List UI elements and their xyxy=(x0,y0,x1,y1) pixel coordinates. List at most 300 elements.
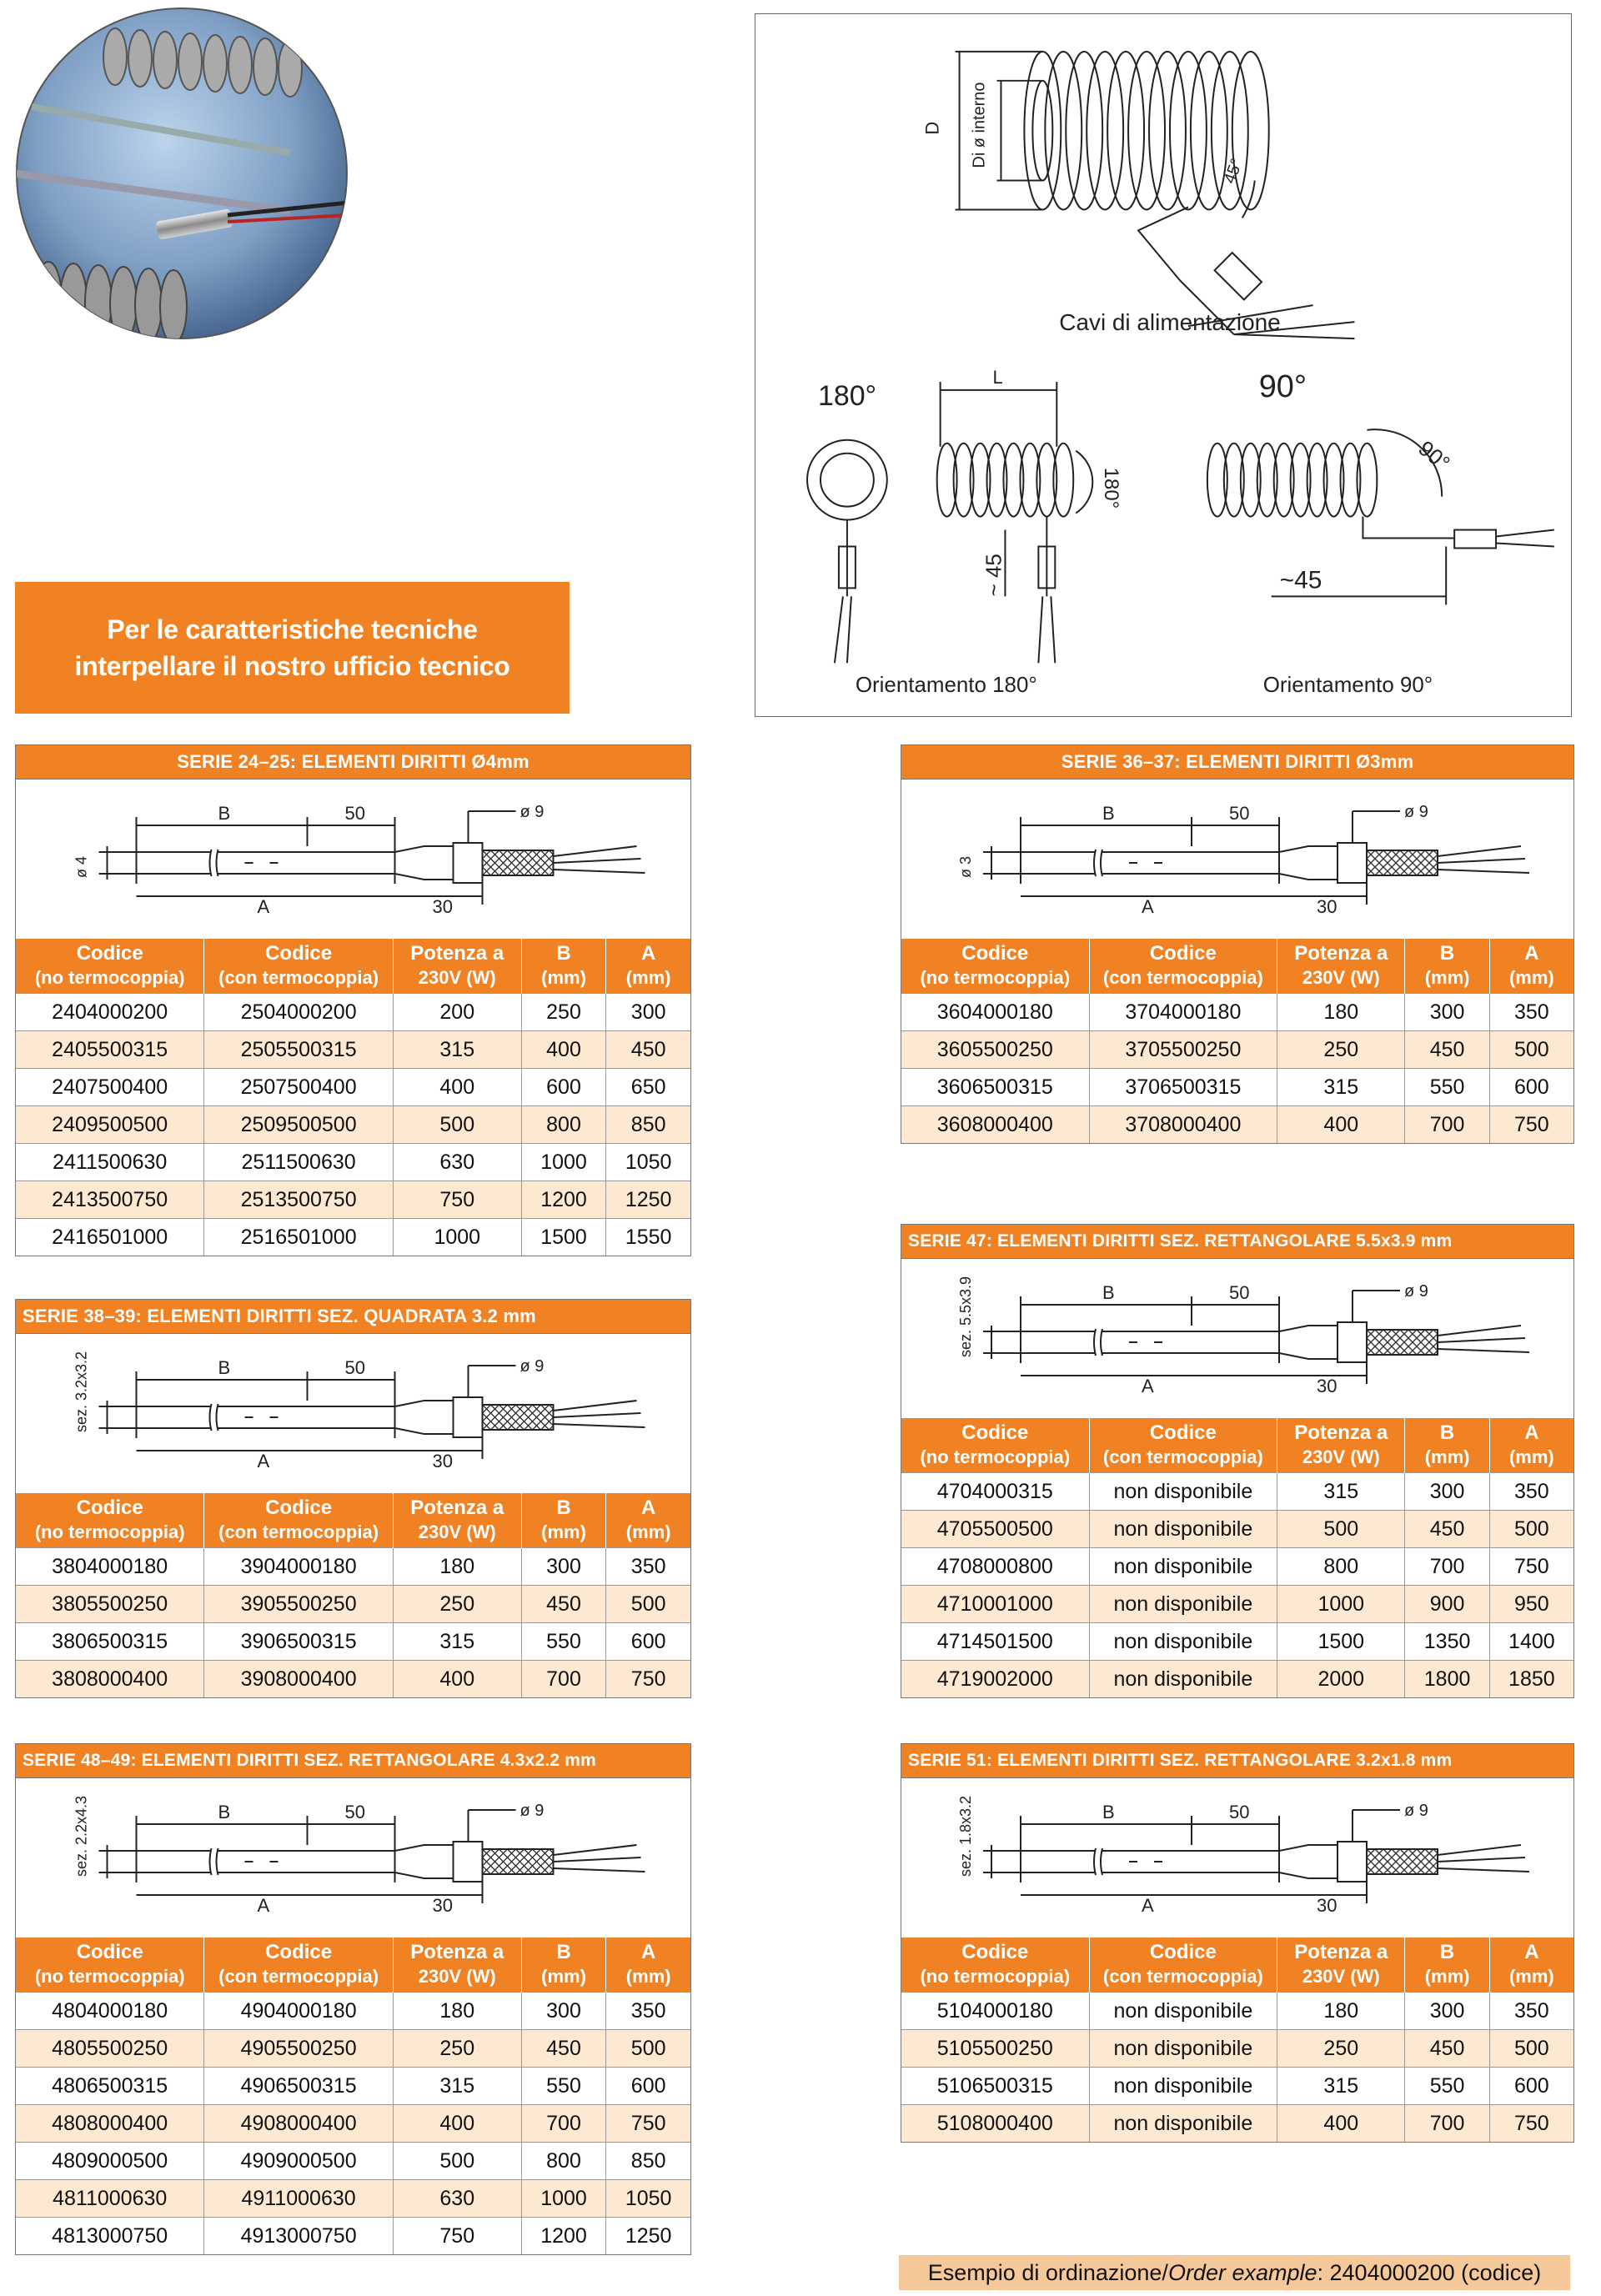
table-cell: 1200 xyxy=(521,2218,606,2255)
series-51-block xyxy=(901,1743,1574,2143)
dim-phi9-label: ø 9 xyxy=(519,1357,545,1376)
series-title: SERIE 36–37: ELEMENTI DIRITTI Ø3mm xyxy=(901,745,1573,779)
column-header xyxy=(16,1493,204,1548)
table-cell: 350 xyxy=(1489,994,1573,1031)
column-header xyxy=(606,939,690,994)
dim-d-label: D xyxy=(921,121,943,135)
series-table xyxy=(16,1937,690,2254)
section-label: sez. 1.8x3.2 xyxy=(957,1795,974,1877)
table-cell: 1250 xyxy=(606,1181,690,1219)
column-header-subtitle: (no termocoppia) xyxy=(920,967,1071,988)
notice-line-2: interpellare il nostro ufficio tecnico xyxy=(74,651,510,681)
table-cell: non disponibile xyxy=(1089,1993,1277,2030)
table-cell: 500 xyxy=(1489,2030,1573,2068)
main-coil-drawing xyxy=(1024,52,1268,334)
table-cell: 750 xyxy=(393,2218,521,2255)
table-cell: 800 xyxy=(521,2143,606,2180)
table-cell: non disponibile xyxy=(1089,2105,1277,2143)
table-cell: 4704000315 xyxy=(901,1473,1089,1511)
order-example-prefix: Esempio di ordinazione/ xyxy=(927,2259,1168,2285)
column-header xyxy=(1489,1938,1573,1993)
column-header-title: Codice xyxy=(961,1941,1029,1963)
column-header-title: A xyxy=(640,1496,656,1519)
table-row xyxy=(16,1548,690,1586)
element-drawing xyxy=(901,1777,1573,1937)
table-cell: non disponibile xyxy=(1089,2068,1277,2105)
column-header-subtitle: (con termocoppia) xyxy=(218,967,379,988)
table-cell: 4911000630 xyxy=(204,2180,393,2218)
series-table xyxy=(901,1937,1573,2142)
column-header-subtitle: (mm) xyxy=(625,1966,671,1987)
table-cell: 2409500500 xyxy=(16,1106,204,1144)
table-cell: 2404000200 xyxy=(16,994,204,1031)
approx-45-vertical: ~ 45 xyxy=(982,554,1006,597)
dim-b-label: B xyxy=(1102,1282,1115,1303)
series-title: SERIE 51: ELEMENTI DIRITTI SEZ. RETTANGOLARE 3.2x1.8 mm xyxy=(901,1744,1573,1777)
table-cell: 1200 xyxy=(521,1181,606,1219)
column-header-title: Codice xyxy=(961,942,1029,965)
table-row xyxy=(16,2218,690,2255)
table-cell: 600 xyxy=(1489,2068,1573,2105)
column-header xyxy=(1489,939,1573,994)
table-cell: 4710001000 xyxy=(901,1586,1089,1623)
column-header-subtitle: (no termocoppia) xyxy=(920,1446,1071,1467)
table-cell: 250 xyxy=(393,1586,521,1623)
table-cell: 950 xyxy=(1489,1586,1573,1623)
series-title: SERIE 24–25: ELEMENTI DIRITTI Ø4mm xyxy=(16,745,690,779)
table-cell: non disponibile xyxy=(1089,1473,1277,1511)
table-row xyxy=(16,1144,690,1181)
column-header xyxy=(204,939,393,994)
table-cell: 2413500750 xyxy=(16,1181,204,1219)
table-cell: 2505500315 xyxy=(204,1031,393,1069)
column-header xyxy=(204,1938,393,1993)
table-cell: 550 xyxy=(1405,1069,1489,1106)
dim-b-label: B xyxy=(1102,1802,1115,1822)
table-row xyxy=(16,2143,690,2180)
column-header-subtitle: (mm) xyxy=(625,967,671,988)
dim-b-label: B xyxy=(218,1357,231,1378)
table-cell: 1000 xyxy=(521,1144,606,1181)
series-48-49-block xyxy=(15,1743,691,2255)
dim-a-label: A xyxy=(257,1895,270,1916)
table-cell: 750 xyxy=(1489,2105,1573,2143)
table-cell: 180 xyxy=(1277,1993,1405,2030)
table-cell: 2405500315 xyxy=(16,1031,204,1069)
table-cell: 4909000500 xyxy=(204,2143,393,2180)
column-header xyxy=(16,939,204,994)
dim-b-label: B xyxy=(218,803,231,824)
table-cell: 300 xyxy=(606,994,690,1031)
table-cell: 2507500400 xyxy=(204,1069,393,1106)
series-47-block xyxy=(901,1224,1574,1698)
table-cell: 500 xyxy=(606,2030,690,2068)
column-header-title: B xyxy=(1439,942,1455,965)
table-cell: 2416501000 xyxy=(16,1219,204,1256)
table-cell: non disponibile xyxy=(1089,1548,1277,1586)
column-header xyxy=(1089,939,1277,994)
table-header-row xyxy=(901,1418,1573,1473)
caption-180: Orientamento 180° xyxy=(855,674,1037,698)
orientation-90-drawing xyxy=(1207,429,1554,604)
table-cell: 4809000500 xyxy=(16,2143,204,2180)
orientation-180-drawing xyxy=(807,379,1092,663)
column-header-subtitle: 230V (W) xyxy=(1302,1446,1380,1467)
table-cell: 550 xyxy=(1405,2068,1489,2105)
table-row xyxy=(16,2030,690,2068)
dim-phi9-label: ø 9 xyxy=(1404,1802,1428,1820)
table-cell: 2000 xyxy=(1277,1661,1405,1698)
dim-30-label: 30 xyxy=(1317,1895,1338,1916)
column-header xyxy=(901,939,1089,994)
column-header-subtitle: (mm) xyxy=(541,1966,586,1987)
table-cell: 4804000180 xyxy=(16,1993,204,2030)
column-header-title: A xyxy=(1524,1421,1539,1444)
dim-50-label: 50 xyxy=(1229,1802,1250,1822)
table-cell: 250 xyxy=(521,994,606,1031)
table-row xyxy=(16,1069,690,1106)
column-header-subtitle: (no termocoppia) xyxy=(920,1966,1071,1987)
series-table xyxy=(901,938,1573,1143)
element-drawing-svg xyxy=(901,1259,1573,1417)
series-36-37-block xyxy=(901,744,1574,1144)
table-row xyxy=(901,2030,1573,2068)
column-header-subtitle: (mm) xyxy=(1508,1446,1554,1467)
element-drawing-svg xyxy=(16,1334,690,1492)
column-header xyxy=(901,1418,1089,1473)
column-header-subtitle: (mm) xyxy=(1508,1966,1554,1987)
table-cell: 2504000200 xyxy=(204,994,393,1031)
table-cell: 3808000400 xyxy=(16,1661,204,1698)
table-cell: 350 xyxy=(1489,1473,1573,1511)
column-header-title: Potenza a xyxy=(1294,942,1388,965)
table-cell: 3705500250 xyxy=(1089,1031,1277,1069)
table-cell: 1000 xyxy=(521,2180,606,2218)
table-cell: 315 xyxy=(1277,1069,1405,1106)
element-drawing-svg xyxy=(901,780,1573,938)
table-row xyxy=(16,1993,690,2030)
table-cell: 500 xyxy=(1489,1511,1573,1548)
table-cell: 180 xyxy=(393,1548,521,1586)
table-row xyxy=(901,1623,1573,1661)
approx-45-horizontal: ~45 xyxy=(1279,566,1322,594)
column-header-subtitle: 230V (W) xyxy=(1302,967,1380,988)
table-cell: 3905500250 xyxy=(204,1586,393,1623)
table-cell: 2509500500 xyxy=(204,1106,393,1144)
caption-90: Orientamento 90° xyxy=(1262,674,1433,698)
dim-di-label: Di ø interno xyxy=(970,82,989,168)
angle-45-label: 45° xyxy=(1220,156,1247,187)
table-cell: 5105500250 xyxy=(901,2030,1089,2068)
table-row xyxy=(901,1106,1573,1144)
coil-orientation-diagram xyxy=(755,13,1572,717)
table-row xyxy=(16,1623,690,1661)
table-row xyxy=(16,2068,690,2105)
element-drawing xyxy=(16,779,690,938)
series-38-39-block xyxy=(15,1299,691,1698)
table-cell: 180 xyxy=(393,1993,521,2030)
column-header-subtitle: (mm) xyxy=(1424,1966,1470,1987)
table-cell: 4714501500 xyxy=(901,1623,1089,1661)
table-row xyxy=(901,1661,1573,1698)
product-photo xyxy=(15,7,349,340)
element-drawing xyxy=(901,779,1573,938)
table-header-row xyxy=(901,1938,1573,1993)
table-row xyxy=(16,1106,690,1144)
dim-30-label: 30 xyxy=(1317,896,1338,917)
column-header-title: B xyxy=(1439,1421,1455,1444)
table-cell: 4808000400 xyxy=(16,2105,204,2143)
column-header-subtitle: (con termocoppia) xyxy=(218,1521,379,1542)
table-cell: 2511500630 xyxy=(204,1144,393,1181)
column-header-subtitle: (mm) xyxy=(541,1521,586,1542)
dim-a-label: A xyxy=(257,1451,270,1471)
table-cell: 250 xyxy=(1277,2030,1405,2068)
column-header-subtitle: (mm) xyxy=(1508,967,1554,988)
table-cell: 500 xyxy=(606,1586,690,1623)
table-row xyxy=(901,994,1573,1031)
dim-a-label: A xyxy=(1142,1376,1154,1396)
column-header-subtitle: (mm) xyxy=(1424,1446,1470,1467)
table-header-row xyxy=(16,1938,690,1993)
table-cell: 4904000180 xyxy=(204,1993,393,2030)
table-cell: 600 xyxy=(521,1069,606,1106)
table-cell: 400 xyxy=(1277,1106,1405,1144)
table-cell: 450 xyxy=(521,1586,606,1623)
column-header xyxy=(521,939,606,994)
table-cell: 650 xyxy=(606,1069,690,1106)
table-cell: 900 xyxy=(1405,1586,1489,1623)
table-cell: 1550 xyxy=(606,1219,690,1256)
table-cell: 400 xyxy=(393,1661,521,1698)
table-cell: 500 xyxy=(1489,1031,1573,1069)
column-header-title: Potenza a xyxy=(1294,1941,1388,1963)
table-row xyxy=(16,1031,690,1069)
dim-l-label: L xyxy=(992,366,1003,388)
table-cell: non disponibile xyxy=(1089,1586,1277,1623)
table-cell: 300 xyxy=(1405,1993,1489,2030)
table-row xyxy=(16,1181,690,1219)
column-header-subtitle: 230V (W) xyxy=(418,1966,496,1987)
table-row xyxy=(901,1031,1573,1069)
table-cell: 315 xyxy=(1277,2068,1405,2105)
column-header xyxy=(204,1493,393,1548)
label-90: 90° xyxy=(1258,368,1307,404)
table-cell: 750 xyxy=(1489,1548,1573,1586)
table-cell: 2513500750 xyxy=(204,1181,393,1219)
table-cell: 500 xyxy=(393,1106,521,1144)
column-header xyxy=(1405,1418,1489,1473)
table-cell: 3605500250 xyxy=(901,1031,1089,1069)
table-cell: 400 xyxy=(393,2105,521,2143)
dim-a-label: A xyxy=(1142,1895,1154,1916)
column-header xyxy=(1277,1938,1405,1993)
column-header-subtitle: (con termocoppia) xyxy=(1102,1446,1263,1467)
column-header-title: Potenza a xyxy=(410,942,504,965)
dim-50-label: 50 xyxy=(344,1357,365,1378)
column-header xyxy=(901,1938,1089,1993)
table-cell: 300 xyxy=(521,1993,606,2030)
column-header-title: Potenza a xyxy=(410,1496,504,1519)
table-row xyxy=(901,1473,1573,1511)
table-cell: 400 xyxy=(393,1069,521,1106)
column-header xyxy=(393,1493,521,1548)
table-cell: 2407500400 xyxy=(16,1069,204,1106)
table-cell: 5108000400 xyxy=(901,2105,1089,2143)
column-header xyxy=(1405,1938,1489,1993)
technical-notice xyxy=(15,582,570,714)
column-header-subtitle: (no termocoppia) xyxy=(34,1521,185,1542)
table-cell: 600 xyxy=(606,1623,690,1661)
table-cell: 250 xyxy=(393,2030,521,2068)
table-cell: 3906500315 xyxy=(204,1623,393,1661)
table-cell: 3708000400 xyxy=(1089,1106,1277,1144)
column-header-title: Codice xyxy=(1149,1421,1217,1444)
table-cell: 450 xyxy=(1405,1031,1489,1069)
column-header-title: Codice xyxy=(265,942,333,965)
column-header-subtitle: (no termocoppia) xyxy=(34,1966,185,1987)
table-row xyxy=(901,1511,1573,1548)
dim-b-label: B xyxy=(218,1802,231,1822)
table-cell: non disponibile xyxy=(1089,1661,1277,1698)
table-header-row xyxy=(901,939,1573,994)
cables-label: Cavi di alimentazione xyxy=(1059,309,1281,336)
table-cell: 3806500315 xyxy=(16,1623,204,1661)
table-cell: 600 xyxy=(1489,1069,1573,1106)
dim-b-label: B xyxy=(1102,803,1115,824)
dim-50-label: 50 xyxy=(1229,1282,1250,1303)
table-cell: 850 xyxy=(606,1106,690,1144)
table-cell: 1000 xyxy=(1277,1586,1405,1623)
table-cell: 350 xyxy=(606,1548,690,1586)
table-row xyxy=(16,2105,690,2143)
column-header-title: Codice xyxy=(76,1496,143,1519)
table-row xyxy=(901,1548,1573,1586)
table-cell: 800 xyxy=(1277,1548,1405,1586)
table-cell: 1350 xyxy=(1405,1623,1489,1661)
table-cell: 3606500315 xyxy=(901,1069,1089,1106)
table-cell: 630 xyxy=(393,2180,521,2218)
dim-phi9-label: ø 9 xyxy=(1404,803,1428,821)
table-cell: 3608000400 xyxy=(901,1106,1089,1144)
table-cell: 200 xyxy=(393,994,521,1031)
column-header-subtitle: 230V (W) xyxy=(1302,1966,1380,1987)
table-cell: 3908000400 xyxy=(204,1661,393,1698)
dim-50-label: 50 xyxy=(344,1802,365,1822)
table-cell: 300 xyxy=(1405,994,1489,1031)
series-title: SERIE 48–49: ELEMENTI DIRITTI SEZ. RETTANGOLARE 4.3x2.2 mm xyxy=(16,1744,690,1777)
angle-180-mark: 180° xyxy=(1100,467,1123,509)
column-header xyxy=(521,1493,606,1548)
table-cell: 4813000750 xyxy=(16,2218,204,2255)
column-header xyxy=(1089,1938,1277,1993)
table-cell: 4908000400 xyxy=(204,2105,393,2143)
column-header xyxy=(393,939,521,994)
column-header-title: A xyxy=(640,1941,656,1963)
notice-line-1: Per le caratteristiche tecniche xyxy=(107,614,478,644)
table-cell: 750 xyxy=(1489,1106,1573,1144)
table-cell: 4806500315 xyxy=(16,2068,204,2105)
table-header-row xyxy=(16,939,690,994)
table-cell: 450 xyxy=(1405,2030,1489,2068)
table-cell: 850 xyxy=(606,2143,690,2180)
table-row xyxy=(16,1219,690,1256)
table-cell: 4708000800 xyxy=(901,1548,1089,1586)
element-drawing-svg xyxy=(16,1778,690,1937)
table-cell: 600 xyxy=(606,2068,690,2105)
table-cell: 2411500630 xyxy=(16,1144,204,1181)
section-label: sez. 5.5x3.9 xyxy=(957,1276,974,1357)
column-header-title: A xyxy=(1524,1941,1539,1963)
table-cell: 5104000180 xyxy=(901,1993,1089,2030)
dim-50-label: 50 xyxy=(344,803,365,824)
column-header-subtitle: (no termocoppia) xyxy=(34,967,185,988)
table-row xyxy=(901,1069,1573,1106)
table-cell: 300 xyxy=(1405,1473,1489,1511)
order-example-italic: Order example xyxy=(1167,2259,1317,2285)
table-cell: 1050 xyxy=(606,1144,690,1181)
table-cell: 250 xyxy=(1277,1031,1405,1069)
table-cell: 1500 xyxy=(1277,1623,1405,1661)
column-header-subtitle: (mm) xyxy=(625,1521,671,1542)
dim-30-label: 30 xyxy=(432,1895,453,1916)
element-drawing-svg xyxy=(901,1778,1573,1937)
angle-90-mark: 90° xyxy=(1413,436,1454,476)
table-row xyxy=(901,2105,1573,2143)
table-cell: 700 xyxy=(521,2105,606,2143)
table-cell: 3604000180 xyxy=(901,994,1089,1031)
table-row xyxy=(901,1586,1573,1623)
column-header-title: Codice xyxy=(265,1941,333,1963)
element-drawing xyxy=(901,1258,1573,1417)
table-row xyxy=(16,994,690,1031)
column-header xyxy=(1089,1418,1277,1473)
column-header xyxy=(606,1938,690,1993)
column-header-title: B xyxy=(556,1941,571,1963)
table-cell: 1250 xyxy=(606,2218,690,2255)
table-cell: 3704000180 xyxy=(1089,994,1277,1031)
element-drawing-svg xyxy=(16,780,690,938)
table-cell: 5106500315 xyxy=(901,2068,1089,2105)
column-header xyxy=(16,1938,204,1993)
table-cell: 1400 xyxy=(1489,1623,1573,1661)
table-cell: 1500 xyxy=(521,1219,606,1256)
series-table xyxy=(16,1492,690,1697)
dim-phi9-label: ø 9 xyxy=(1404,1282,1428,1301)
column-header-subtitle: 230V (W) xyxy=(418,967,496,988)
table-cell: 450 xyxy=(521,2030,606,2068)
column-header-title: Potenza a xyxy=(410,1941,504,1963)
column-header xyxy=(1277,1418,1405,1473)
column-header-title: Codice xyxy=(76,942,143,965)
column-header-title: A xyxy=(640,942,656,965)
dim-30-label: 30 xyxy=(432,1451,453,1471)
column-header-title: Codice xyxy=(265,1496,333,1519)
table-cell: 315 xyxy=(393,1031,521,1069)
table-row xyxy=(901,2068,1573,2105)
table-cell: 4719002000 xyxy=(901,1661,1089,1698)
table-row xyxy=(901,1993,1573,2030)
table-row xyxy=(16,1661,690,1698)
table-cell: 1050 xyxy=(606,2180,690,2218)
table-cell: 750 xyxy=(393,1181,521,1219)
table-cell: 750 xyxy=(606,2105,690,2143)
table-cell: 1000 xyxy=(393,1219,521,1256)
column-header xyxy=(1277,939,1405,994)
table-cell: 800 xyxy=(521,1106,606,1144)
dim-phi9-label: ø 9 xyxy=(519,803,545,821)
column-header-title: B xyxy=(556,1496,571,1519)
